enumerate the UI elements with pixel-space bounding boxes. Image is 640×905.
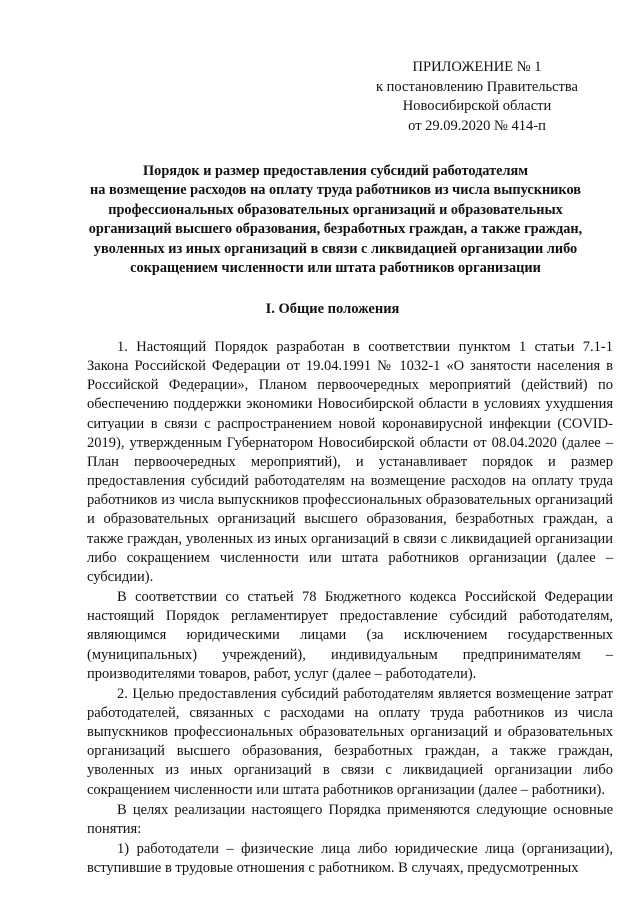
section-heading: I. Общие положения	[265, 301, 400, 317]
title-line: сокращением численности или штата работников организации	[130, 260, 541, 277]
appendix-header	[376, 58, 578, 136]
paragraph-1: 1. Настоящий Порядок разработан в соответствии пунктом 1 статьи 7.1-1 Закона Российской Федерации от 19.04.1991 № 1032-1 «О занятости населения в Российской Федерации», Планом первоочередных мероприятий (действий) по обеспечению поддержки экономики Новосибирской области в условиях ухудшения ситуации в связи с распространением новой коронавирусной инфекции (COVID-2019), утвержденным Губернатором Новосибирской области от 08.04.2020 (далее – План первоочередных мероприятий), и устанавливает порядок и размер предоставления субсидий работодателям на возмещение расходов на оплату труда работников из числа выпускников профессиональных образовательных организаций и образовательных организаций высшего образования, безработных граждан, а также граждан, уволенных из иных организаций в связи с ликвидацией организации либо сокращением численности или штата работников организации (далее – субсидии).	[87, 339, 613, 585]
title-line: на возмещение расходов на оплату труда работников из числа выпускников	[89, 182, 581, 199]
title-line: Порядок и размер предоставления субсидий работодателям	[143, 163, 528, 179]
title-line: уволенных из иных организаций в связи с ликвидацией организации либо	[93, 240, 578, 257]
title-line: профессиональных образовательных организаций и образовательных	[108, 201, 563, 218]
title-line: организаций высшего образования, безработных граждан, а также граждан,	[88, 221, 583, 238]
appendix-date: от 29.09.2020 № 414-п	[408, 117, 546, 134]
paragraph-2: В соответствии со статьей 78 Бюджетного кодекса Российской Федерации настоящий Порядок регламентирует предоставление субсидий работодателям, являющимся юридическими лицами (за исключением государственных (муниципальных) учреждений), индивидуальным предпринимателям – производителями товаров, работ, услуг (далее – работодатели).	[87, 589, 613, 682]
paragraph-3: 2. Целью предоставления субсидий работодателям является возмещение затрат работодателей, связанных с расходами на оплату труда работников из числа выпускников профессиональных образовательных организаций и образовательных организаций высшего образования, безработных граждан, а также граждан, уволенных из иных организаций в связи с ликвидацией организации либо сокращением численности или штата работников организации (далее – работники).	[87, 685, 613, 798]
appendix-region: Новосибирской области	[402, 98, 552, 114]
document-title	[87, 162, 584, 278]
appendix-number: ПРИЛОЖЕНИЕ № 1	[412, 59, 542, 75]
document-body	[87, 338, 613, 878]
paragraph-5: 1) работодатели – физические лица либо юридические лица (организации), вступившие в трудовые отношения с работником. В случаях, предусмотренных	[87, 841, 613, 877]
paragraph-4: В целях реализации настоящего Порядка применяются следующие основные понятия:	[87, 801, 613, 837]
appendix-decree: к постановлению Правительства	[376, 78, 578, 95]
